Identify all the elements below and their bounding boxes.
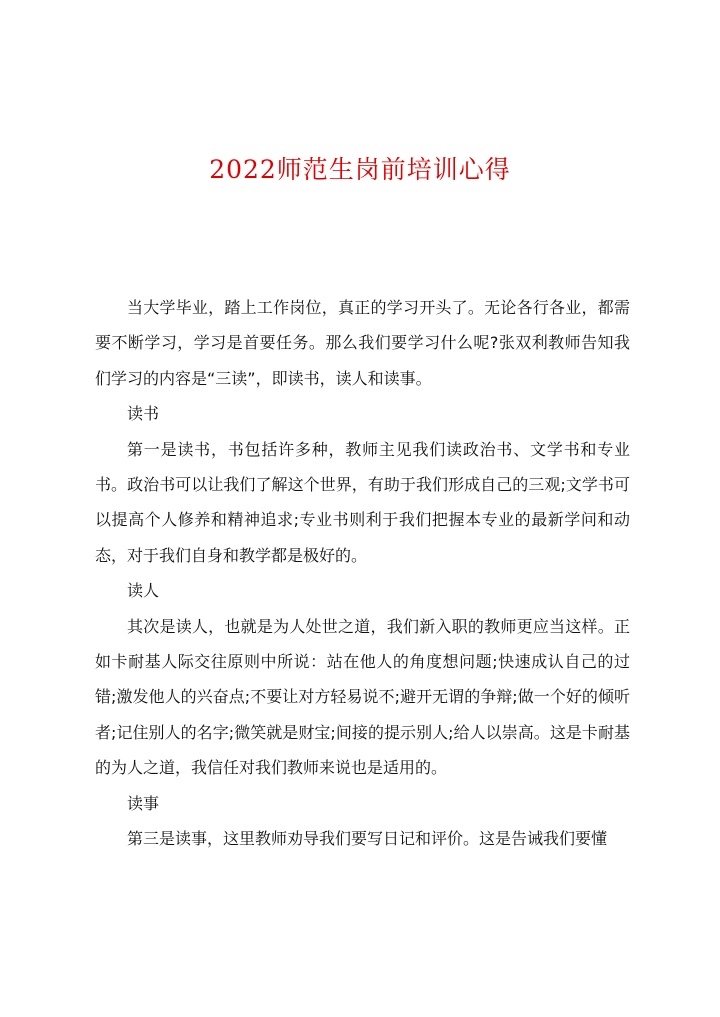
document-title: 2022师范生岗前培训心得 bbox=[209, 155, 511, 184]
section-heading-reading-events: 读事 bbox=[127, 793, 160, 813]
document-body bbox=[95, 290, 630, 857]
section-heading-reading-people: 读人 bbox=[127, 581, 160, 601]
paragraph-intro: 当大学毕业，踏上工作岗位，真正的学习开头了。无论各行各业，都需要不断学习，学习是首要任务。那么我们要学习什么呢?张双利教师告知我们学习的内容是“三读”，即读书，读人和读事。 bbox=[95, 298, 630, 388]
section-heading-reading-books: 读书 bbox=[127, 404, 160, 424]
paragraph-reading-books: 第一是读书，书包括许多种，教师主见我们读政治书、文学书和专业书。政治书可以让我们了解这个世界，有助于我们形成自己的三观;文学书可以提高个人修养和精神追求;专业书则利于我们把握本专业的最新学问和动态，对于我们自身和教学都是极好的。 bbox=[95, 439, 630, 565]
paragraph-reading-people: 其次是读人，也就是为人处世之道，我们新入职的教师更应当这样。正如卡耐基人际交往原则中所说：站在他人的角度想问题;快速成认自己的过错;激发他人的兴奋点;不要让对方轻易说不;避开无谓的争辩;做一个好的倾听者;记住别人的名字;微笑就是财宝;间接的提示别人;给人以崇高。这是卡耐基的为人之道，我信任对我们教师来说也是适用的。 bbox=[95, 616, 630, 778]
paragraph-reading-events: 第三是读事，这里教师劝导我们要写日记和评价。这是告诫我们要懂 bbox=[127, 829, 608, 849]
